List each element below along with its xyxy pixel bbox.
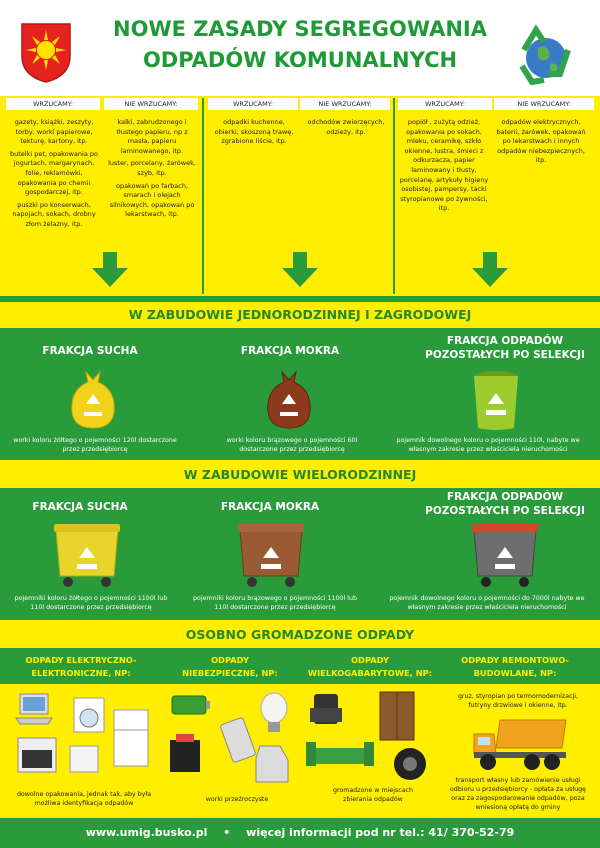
col3-no-label: NIE WRZUCAMY:	[494, 98, 594, 110]
col2-yes-label: WRZUCAMY:	[208, 98, 298, 110]
hazardous-note: worki przeźroczyste	[205, 796, 269, 803]
category-bulky-title	[300, 654, 440, 680]
dry-fraction-title: FRAKCJA SUCHA	[42, 345, 138, 357]
wet-caption: pojemniki koloru brązowego o pojemności 1100l lub 110l dostarczone przez przedsiębiorcę	[193, 595, 357, 611]
arrow-down-icon	[280, 252, 320, 288]
page-title	[90, 14, 510, 76]
other-fraction-title	[420, 490, 590, 518]
list-item: popiół , zużytą odzież, opakowania po sokach, mleku, ceramikę, szkło okienne, lustra, śmieci z odkurzacza, papier laminowany i tłusty, porcelanę, artykuły higieny osobistej, pampersy, tacki styropianowe po żywności, itp.	[399, 118, 489, 213]
dump-truck-icon	[470, 714, 570, 772]
section-heading-single-family: W ZABUDOWIE JEDNORODZINNEJ I ZAGRODOWEJ	[128, 307, 472, 322]
yellow-container-icon	[52, 522, 122, 588]
title-line-1: NOWE ZASADY SEGREGOWANIA	[113, 17, 487, 41]
brown-bag-icon	[262, 368, 316, 430]
cat-title-line: ELEKTRONICZNE, NP:	[31, 668, 131, 678]
hazardous-waste-icon	[164, 690, 304, 786]
cat-title-line: ODPADY	[211, 655, 249, 665]
wet-fraction-title: FRAKCJA MOKRA	[240, 345, 340, 357]
list-item: odchodów zwierzęcych, odzieży, itp.	[307, 118, 385, 136]
phone-info: więcej informacji pod nr tel.: 41/ 370-52-79	[246, 826, 515, 839]
cat-title-line: NIEBEZPIECZNE, NP:	[182, 668, 278, 678]
construction-note: transport własny lub zamówienie usługi odbioru u przedsiębiorcy - opłata za usługę oraz za zagospodarowanie odpadów, poza wniesioną opłatą do gminy	[449, 777, 587, 811]
col2-no-list	[304, 118, 388, 140]
cat-title-line: ODPADY	[351, 655, 389, 665]
list-item: gazety, książki, zeszyty, torby, worki papierowe, tekturę, kartony, itp.	[14, 118, 94, 146]
col1-yes-list	[10, 118, 98, 233]
col1-no-label: NIE WRZUCAMY:	[104, 98, 198, 110]
list-item: opakowań po farbach, smarach i olejach silnikowych, opakowań po lekarstwach, itp.	[109, 181, 195, 219]
dry-caption: worki koloru żółtego o pojemności 120l dostarczone przez przedsiębiorcę	[13, 437, 177, 453]
list-item: kalki, zabrudzonego i tłustego papieru, np z masła, papieru laminowanego, itp.	[116, 118, 188, 155]
category-electronic-title	[6, 654, 156, 680]
list-item: butelki pet, opakowania po jogurtach, margarynach, folie, reklamówki, opakowania po chemii gospodarczej, itp.	[10, 149, 99, 197]
bulky-waste-icon	[306, 690, 440, 782]
column-divider	[202, 98, 204, 294]
column-divider	[393, 98, 395, 294]
list-item: odpadów elektrycznych, baterii, żarówek, opakowań po lekarstwach i innych odpadów niebezpiecznych, itp.	[496, 118, 586, 165]
other-caption: pojemnik dowolnego koloru o pojemności do 7000l nabyte we własnym zakresie przez właściciela nieruchomości	[389, 595, 585, 611]
section-heading-multi-family: W ZABUDOWIE WIELORODZINNEJ	[183, 467, 417, 482]
electronics-icon	[14, 690, 154, 780]
section-heading-separate: OSOBNO GROMADZONE ODPADY	[185, 627, 415, 642]
col3-no-list	[496, 118, 586, 169]
footer-text	[0, 826, 600, 839]
other-title-line-1: FRAKCJA ODPADÓW	[446, 491, 564, 503]
cat-title-line: BUDOWLANE, NP:	[473, 668, 557, 678]
other-title-line-2: POZOSTAŁYCH PO SELEKCJI	[425, 505, 585, 517]
dry-fraction-title: FRAKCJA SUCHA	[32, 501, 128, 513]
list-item: odpadki kuchenne, obierki, skoszoną trawę, zgrabione liście, itp.	[214, 118, 294, 146]
cat-title-line: ODPADY REMONTOWO-	[461, 655, 569, 665]
other-fraction-title	[420, 334, 590, 362]
brown-container-icon	[236, 522, 306, 588]
wet-fraction-title: FRAKCJA MOKRA	[220, 501, 320, 513]
website-link[interactable]: www.umig.busko.pl	[85, 826, 208, 839]
bulky-note: gromadzone w miejscach zbierania odpadów	[332, 787, 414, 803]
category-hazardous-title	[160, 654, 300, 680]
category-construction-title	[440, 654, 590, 680]
title-line-2: ODPADÓW KOMUNALNYCH	[142, 48, 458, 72]
cat-title-line: ODPADY ELEKTRYCZNO-	[25, 655, 137, 665]
construction-examples: gruz, styropian po termomodernizacji, futryny drzwiowe i okienne, itp.	[457, 693, 579, 709]
electronics-note: dowolne opakowania, jednak tak, aby była możliwa identyfikacja odpadów	[16, 791, 152, 807]
other-title-line-1: FRAKCJA ODPADÓW	[446, 335, 564, 347]
dry-caption: pojemniki koloru żółtego o pojemności 1100l lub 110l dostarczone przez przedsiębiorcę	[14, 595, 168, 611]
arrow-down-icon	[470, 252, 510, 288]
recycle-globe-icon	[510, 20, 582, 92]
other-title-line-2: POZOSTAŁYCH PO SELEKCJI	[425, 349, 585, 361]
arrow-down-icon	[90, 252, 130, 288]
list-item: luster, porcelany, żarówek, szyb, itp.	[108, 159, 196, 177]
list-item: puszki po konserwach, napojach, sokach, drobny złom żelazny, itp.	[12, 200, 96, 228]
cat-title-line: WIELKOGABARYTOWE, NP:	[307, 668, 433, 678]
city-crest-icon	[20, 22, 72, 84]
col3-yes-list	[398, 118, 490, 217]
col2-no-label: NIE WRZUCAMY:	[300, 98, 390, 110]
col3-yes-label: WRZUCAMY:	[398, 98, 492, 110]
col2-yes-list	[212, 118, 296, 150]
separator-dot: •	[223, 826, 231, 839]
col1-no-list	[108, 118, 196, 223]
col1-yes-label: WRZUCAMY:	[6, 98, 100, 110]
wet-caption: worki koloru brązowego o pojemności 60l dostarczone przez przedsiębiorcę	[226, 437, 358, 453]
other-caption: pojemnik dowolnego koloru o pojemności 110l, nabyte we własnym zakresie przez właściciela nieruchomości	[396, 437, 580, 453]
grey-container-icon	[470, 522, 540, 588]
green-bin-icon	[470, 370, 522, 432]
yellow-bag-icon	[66, 368, 120, 430]
